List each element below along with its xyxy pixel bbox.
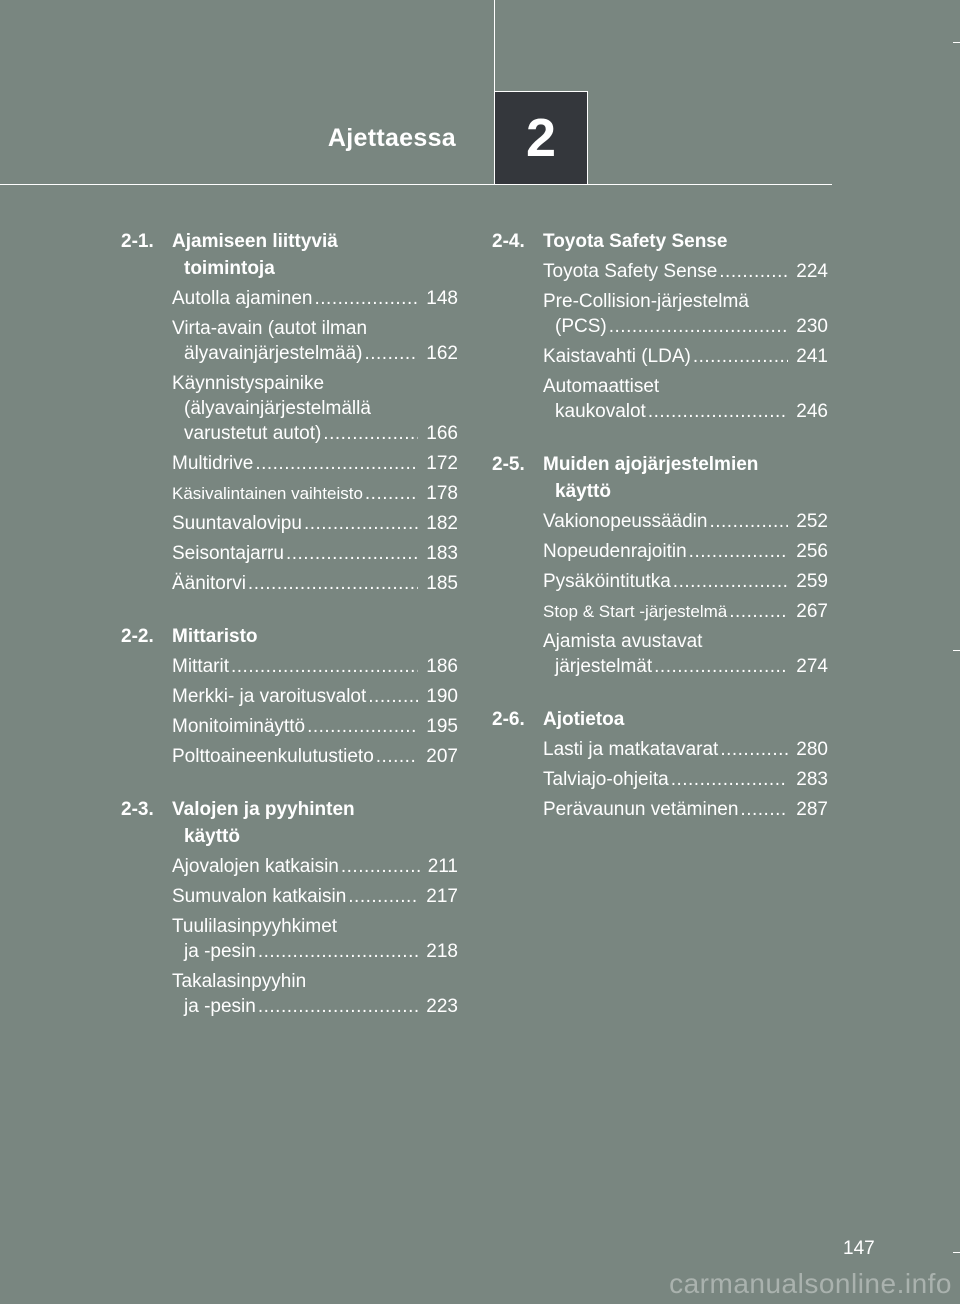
entry-text: Ajovalojen katkaisin: [172, 856, 339, 877]
entry-text: älyavainjärjestelmää): [184, 343, 363, 364]
margin-tick: [953, 1252, 960, 1253]
entry-page-number: 230: [796, 316, 828, 337]
dot-leader: [671, 767, 789, 792]
toc-entry[interactable]: [543, 599, 828, 624]
toc-right-column: [492, 228, 828, 849]
dot-leader: [258, 994, 418, 1019]
dot-leader: [740, 797, 788, 822]
entry-text: järjestelmät: [555, 656, 653, 677]
dot-leader: [364, 341, 418, 366]
entry-page-number: 190: [426, 686, 458, 707]
dot-leader: [719, 259, 788, 284]
entry-text: Äänitorvi: [172, 573, 246, 594]
entry-text: Lasti ja matkatavarat: [543, 739, 719, 760]
chapter-number-box: [494, 91, 588, 185]
dot-leader: [304, 511, 418, 536]
header-horizontal-rule: [0, 184, 832, 185]
dot-leader: [693, 344, 788, 369]
toc-entry[interactable]: [543, 569, 828, 594]
toc-entry[interactable]: [543, 374, 828, 424]
toc-section: [492, 451, 828, 679]
entry-page-number: 183: [426, 543, 458, 564]
chapter-title: Ajettaessa: [327, 124, 456, 152]
entry-text: Pysäköintitutka: [543, 571, 671, 592]
toc-entry[interactable]: [172, 684, 458, 709]
entry-list: [172, 654, 458, 769]
entry-page-number: 224: [796, 261, 828, 282]
toc-entry[interactable]: [172, 371, 458, 446]
toc-entry[interactable]: [172, 854, 458, 879]
toc-entry[interactable]: [172, 481, 458, 506]
entry-list: [172, 854, 458, 1019]
dot-leader: [365, 481, 418, 506]
dot-leader: [348, 884, 418, 909]
header-vertical-rule: [494, 0, 495, 92]
entry-text: Merkki- ja varoitusvalot: [172, 686, 367, 707]
entry-list: [543, 737, 828, 822]
toc-entry[interactable]: [172, 286, 458, 311]
section-title: [543, 228, 828, 255]
dot-leader: [231, 654, 418, 679]
section-title: [172, 796, 458, 850]
entry-page-number: 256: [796, 541, 828, 562]
entry-text: (älyavainjärjestelmällä: [184, 398, 371, 419]
section-heading: [492, 706, 828, 733]
entry-page-number: 274: [796, 656, 828, 677]
entry-text: Pre-Collision-järjestelmä: [543, 291, 749, 312]
dot-leader: [248, 571, 418, 596]
section-title-line: Toyota Safety Sense: [543, 231, 728, 252]
entry-text: Mittarit: [172, 656, 229, 677]
entry-text: (PCS): [555, 316, 607, 337]
entry-page-number: 182: [426, 513, 458, 534]
section-title-line: käyttö: [184, 826, 240, 847]
entry-page-number: 166: [426, 423, 458, 444]
entry-text: Talviajo-ohjeita: [543, 769, 669, 790]
section-title-line: Muiden ajojärjestelmien: [543, 454, 759, 475]
entry-page-number: 246: [796, 401, 828, 422]
entry-page-number: 148: [426, 288, 458, 309]
dot-leader: [307, 714, 418, 739]
entry-text: Seisontajarru: [172, 543, 284, 564]
entry-page-number: 283: [796, 769, 828, 790]
entry-page-number: 267: [796, 601, 828, 622]
section-heading: [121, 228, 458, 282]
dot-leader: [341, 854, 420, 879]
entry-text: Autolla ajaminen: [172, 288, 313, 309]
toc-entry[interactable]: [543, 539, 828, 564]
dot-leader: [323, 421, 418, 446]
section-title-line: Ajotietoa: [543, 709, 625, 730]
toc-entry[interactable]: [172, 451, 458, 476]
entry-text: Ajamista avustavat: [543, 631, 703, 652]
page-number: 147: [843, 1238, 875, 1259]
entry-text: Automaattiset: [543, 376, 660, 397]
section-number: 2-2.: [121, 626, 154, 647]
section-number: 2-3.: [121, 799, 154, 820]
toc-left-column: [121, 228, 458, 1046]
toc-entry[interactable]: [543, 629, 828, 679]
toc-section: [121, 623, 458, 769]
entry-text: ja -pesin: [184, 941, 256, 962]
toc-section: [121, 228, 458, 596]
entry-page-number: 223: [426, 996, 458, 1017]
entry-text: Polttoaineenkulutustieto: [172, 746, 374, 767]
entry-text: Nopeudenrajoitin: [543, 541, 687, 562]
section-title: [172, 623, 458, 650]
toc-entry[interactable]: [543, 767, 828, 792]
toc-entry[interactable]: [543, 797, 828, 822]
section-number: 2-6.: [492, 709, 525, 730]
watermark: carmanualsonline.info: [669, 1268, 952, 1299]
entry-text: varustetut autot): [184, 423, 322, 444]
entry-page-number: 259: [796, 571, 828, 592]
dot-leader: [729, 599, 788, 624]
section-title-line: Mittaristo: [172, 626, 258, 647]
entry-text: Stop & Start -järjestelmä: [543, 602, 728, 621]
section-heading: [492, 228, 828, 255]
section-number: 2-5.: [492, 454, 525, 475]
chapter-number: 2: [525, 108, 557, 168]
toc-entry[interactable]: [172, 541, 458, 566]
entry-list: [543, 259, 828, 424]
dot-leader: [314, 286, 418, 311]
entry-page-number: 241: [796, 346, 828, 367]
entry-page-number: 217: [426, 886, 458, 907]
toc-entry[interactable]: [543, 289, 828, 339]
section-number: 2-1.: [121, 231, 154, 252]
dot-leader: [609, 314, 789, 339]
section-heading: [121, 796, 458, 850]
entry-text: Multidrive: [172, 453, 254, 474]
section-title-line: toimintoja: [184, 258, 275, 279]
toc-entry[interactable]: [172, 571, 458, 596]
dot-leader: [648, 399, 788, 424]
dot-leader: [709, 509, 788, 534]
entry-text: Käynnistyspainike: [172, 373, 325, 394]
entry-text: Toyota Safety Sense: [543, 261, 718, 282]
dot-leader: [368, 684, 418, 709]
section-title: [543, 451, 828, 505]
toc-section: [492, 706, 828, 822]
entry-page-number: 172: [426, 453, 458, 474]
margin-tick: [953, 42, 960, 43]
entry-page-number: 162: [426, 343, 458, 364]
section-heading: [121, 623, 458, 650]
toc-entry[interactable]: [172, 654, 458, 679]
section-number: 2-4.: [492, 231, 525, 252]
entry-page-number: 207: [426, 746, 458, 767]
dot-leader: [689, 539, 789, 564]
section-title-line: Valojen ja pyyhinten: [172, 799, 355, 820]
entry-text: Tuulilasinpyyhkimet: [172, 916, 338, 937]
entry-text: Käsivalintainen vaihteisto: [172, 484, 363, 503]
toc-entry[interactable]: [543, 259, 828, 284]
entry-page-number: 218: [426, 941, 458, 962]
toc-entry[interactable]: [172, 744, 458, 769]
toc-entry[interactable]: [172, 914, 458, 964]
section-title: [172, 228, 458, 282]
dot-leader: [376, 744, 419, 769]
toc-entry[interactable]: [172, 969, 458, 1019]
toc-entry[interactable]: [543, 737, 828, 762]
section-heading: [492, 451, 828, 505]
section-title: [543, 706, 828, 733]
entry-page-number: 186: [426, 656, 458, 677]
entry-text: Monitoiminäyttö: [172, 716, 306, 737]
entry-list: [543, 509, 828, 679]
dot-leader: [720, 737, 788, 762]
entry-page-number: 185: [426, 573, 458, 594]
entry-text: Vakionopeussäädin: [543, 511, 708, 532]
toc-entry[interactable]: [172, 714, 458, 739]
entry-list: [172, 286, 458, 596]
entry-page-number: 287: [796, 799, 828, 820]
dot-leader: [255, 451, 418, 476]
toc-entry[interactable]: [172, 316, 458, 366]
margin-tick: [953, 650, 960, 651]
toc-section: [121, 796, 458, 1019]
dot-leader: [286, 541, 418, 566]
toc-section: [492, 228, 828, 424]
entry-text: Virta-avain (autot ilman: [172, 318, 368, 339]
toc-entry[interactable]: [172, 884, 458, 909]
dot-leader: [654, 654, 788, 679]
entry-text: Suuntavalovipu: [172, 513, 302, 534]
entry-text: kaukovalot: [555, 401, 646, 422]
toc-entry[interactable]: [172, 511, 458, 536]
entry-page-number: 252: [796, 511, 828, 532]
entry-page-number: 280: [796, 739, 828, 760]
toc-entry[interactable]: [543, 509, 828, 534]
entry-text: ja -pesin: [184, 996, 256, 1017]
section-title-line: Ajamiseen liittyviä: [172, 231, 338, 252]
entry-page-number: 178: [426, 483, 458, 504]
dot-leader: [258, 939, 418, 964]
entry-text: Takalasinpyyhin: [172, 971, 307, 992]
entry-text: Kaistavahti (LDA): [543, 346, 691, 367]
entry-text: Sumuvalon katkaisin: [172, 886, 347, 907]
section-title-line: käyttö: [555, 481, 611, 502]
entry-page-number: 211: [427, 856, 458, 877]
dot-leader: [673, 569, 789, 594]
entry-page-number: 195: [426, 716, 458, 737]
toc-entry[interactable]: [543, 344, 828, 369]
entry-text: Perävaunun vetäminen: [543, 799, 739, 820]
